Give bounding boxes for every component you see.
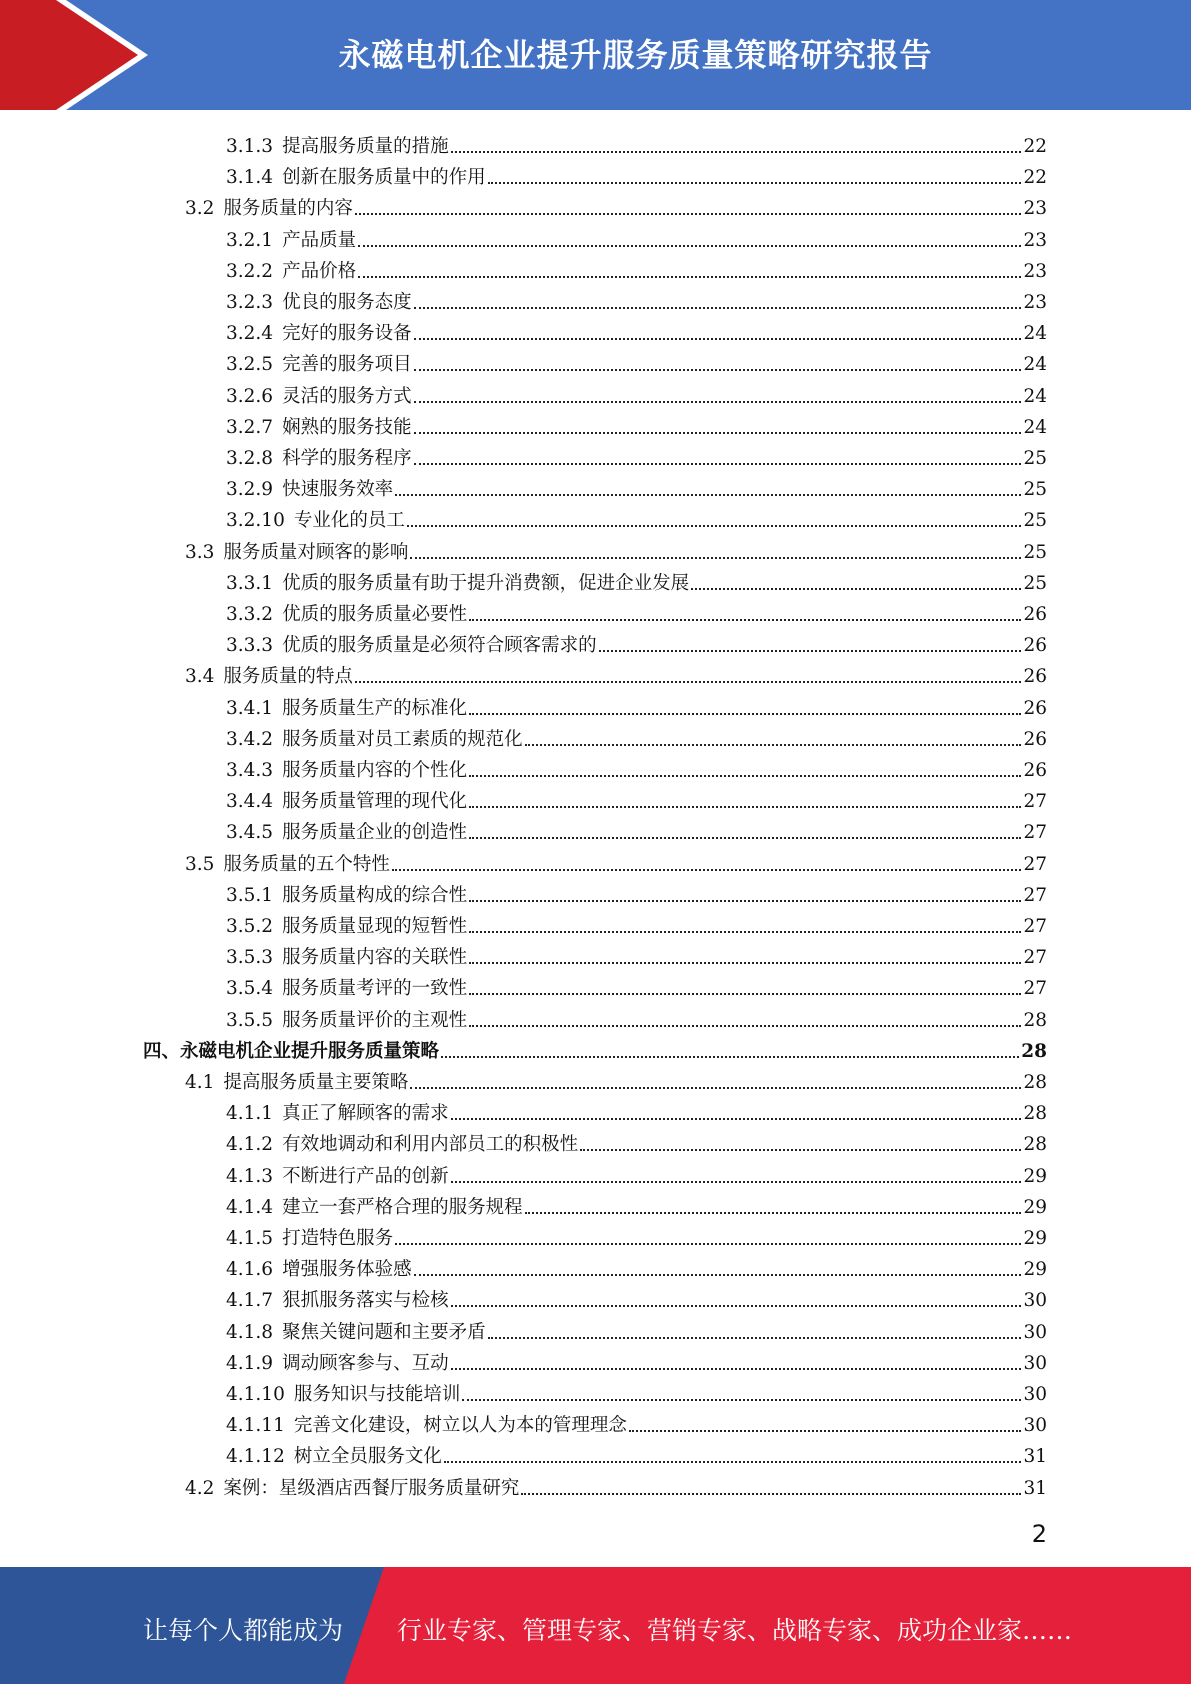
toc-entry[interactable]	[226, 470, 1047, 501]
toc-entry-number: 4.1.7	[226, 1290, 274, 1312]
toc-entry-title: 四、永磁电机企业提升服务质量策略	[143, 1040, 440, 1062]
toc-entry-title: 增强服务体验感	[282, 1259, 412, 1281]
toc-entry-number: 4.1.1	[226, 1103, 274, 1125]
toc-dot-leader	[599, 650, 1022, 652]
toc-entry[interactable]	[226, 1094, 1047, 1125]
toc-entry[interactable]	[226, 1406, 1047, 1437]
toc-entry-page: 24	[1023, 323, 1047, 345]
toc-entry-number: 3.4.1	[226, 697, 274, 719]
toc-entry-title: 服务质量的五个特性	[223, 853, 390, 875]
toc-dot-leader	[469, 806, 1021, 808]
toc-entry-title: 打造特色服务	[282, 1228, 394, 1249]
toc-entry-page: 31	[1023, 1477, 1047, 1499]
toc-entry-title: 不断进行产品的创新	[282, 1165, 449, 1187]
toc-entry-page: 23	[1023, 198, 1047, 220]
toc-dot-leader	[414, 1274, 1022, 1276]
toc-dot-leader	[469, 837, 1021, 839]
toc-entry-page: 27	[1023, 916, 1047, 937]
toc-dot-leader	[451, 1305, 1022, 1307]
toc-entry-number: 4.1.4	[226, 1196, 274, 1218]
toc-entry-page: 26	[1023, 604, 1047, 625]
toc-dot-leader	[451, 151, 1022, 153]
toc-entry-title: 产品价格	[282, 260, 357, 282]
toc-entry[interactable]	[226, 782, 1047, 813]
toc-entry-title: 服务质量对顾客的影响	[223, 541, 409, 563]
toc-entry-page: 26	[1023, 697, 1047, 719]
toc-dot-leader	[355, 681, 1022, 683]
toc-entry-title: 灵活的服务方式	[282, 385, 412, 407]
toc-dot-leader	[488, 1337, 1022, 1339]
toc-dot-leader	[358, 245, 1021, 247]
toc-entry-title: 专业化的员工	[293, 510, 405, 532]
toc-entry-number: 4.2	[185, 1477, 215, 1499]
toc-dot-leader	[414, 401, 1022, 403]
toc-entry-page: 27	[1023, 791, 1047, 813]
toc-entry-number: 3.4.3	[226, 760, 274, 781]
toc-entry[interactable]	[226, 314, 1047, 345]
toc-entry-title: 聚焦关键问题和主要矛盾	[282, 1321, 486, 1343]
toc-entry[interactable]	[226, 1219, 1047, 1250]
toc-entry-title: 真正了解顾客的需求	[282, 1103, 449, 1125]
toc-entry-title: 服务质量内容的关联性	[282, 947, 468, 969]
toc-entry-title: 创新在服务质量中的作用	[282, 167, 486, 189]
toc-dot-leader	[462, 1399, 1021, 1401]
toc-entry-title: 优质的服务质量有助于提升消费额，促进企业发展	[282, 572, 690, 594]
toc-entry-title: 建立一套严格合理的服务规程	[282, 1196, 523, 1218]
toc-entry-title: 完好的服务设备	[282, 323, 412, 345]
toc-entry[interactable]	[226, 377, 1047, 408]
toc-dot-leader	[414, 369, 1022, 371]
toc-entry[interactable]	[226, 1313, 1047, 1344]
toc-entry-page: 27	[1023, 978, 1047, 1000]
toc-entry-number: 4.1.5	[226, 1228, 274, 1249]
toc-entry-title: 服务质量的内容	[223, 198, 353, 220]
page-number: 2	[1031, 1520, 1047, 1548]
toc-dot-leader	[629, 1430, 1022, 1432]
toc-entry-number: 3.2	[185, 198, 215, 220]
toc-entry[interactable]	[226, 907, 1047, 938]
toc-entry-page: 25	[1023, 448, 1047, 469]
toc-entry-page: 25	[1023, 479, 1047, 501]
toc-entry-page: 29	[1023, 1196, 1047, 1218]
toc-dot-leader	[407, 525, 1022, 527]
toc-entry[interactable]	[226, 1281, 1047, 1312]
toc-entry-number: 3.2.4	[226, 323, 274, 345]
toc-entry-number: 3.2.6	[226, 385, 274, 407]
toc-entry[interactable]	[226, 595, 1047, 626]
toc-entry-number: 3.2.1	[226, 229, 274, 251]
toc-entry-title: 案例：星级酒店西餐厅服务质量研究	[223, 1477, 520, 1499]
toc-entry-page: 23	[1023, 292, 1047, 313]
toc-entry[interactable]	[226, 969, 1047, 1000]
toc-entry-page: 30	[1023, 1352, 1047, 1374]
toc-dot-leader	[691, 588, 1021, 590]
toc-entry[interactable]	[226, 1125, 1047, 1156]
toc-entry-title: 调动顾客参与、互动	[282, 1352, 449, 1374]
toc-entry-title: 服务质量企业的创造性	[282, 822, 468, 844]
toc-entry-number: 3.4.2	[226, 728, 274, 750]
toc-entry-number: 3.3.2	[226, 604, 274, 625]
toc-entry-number: 3.5.4	[226, 978, 274, 1000]
toc-dot-leader	[469, 619, 1021, 621]
toc-entry[interactable]	[185, 1469, 1047, 1500]
toc-dot-leader	[441, 1056, 1019, 1058]
toc-entry-title: 优质的服务质量是必须符合顾客需求的	[282, 635, 597, 657]
toc-entry[interactable]	[226, 501, 1047, 532]
toc-entry[interactable]	[226, 876, 1047, 907]
toc-dot-leader	[488, 182, 1022, 184]
toc-dot-leader	[469, 713, 1021, 715]
toc-entry-number: 4.1.8	[226, 1321, 274, 1343]
toc-entry-title: 服务质量内容的个性化	[282, 760, 468, 781]
toc-entry[interactable]	[226, 283, 1047, 314]
toc-entry[interactable]	[226, 720, 1047, 751]
toc-dot-leader	[451, 1181, 1022, 1183]
toc-dot-leader	[410, 557, 1021, 559]
toc-entry-title: 狠抓服务落实与检核	[282, 1290, 449, 1312]
toc-entry-page: 30	[1023, 1321, 1047, 1343]
report-title: 永磁电机企业提升服务质量策略研究报告	[338, 36, 933, 74]
toc-entry-number: 4.1.6	[226, 1259, 274, 1281]
toc-entry-number: 3.2.8	[226, 448, 274, 469]
toc-entry-title: 科学的服务程序	[282, 448, 412, 469]
toc-entry-number: 3.1.3	[226, 136, 274, 157]
toc-entry-page: 27	[1023, 947, 1047, 969]
toc-entry-number: 4.1.2	[226, 1134, 274, 1156]
toc-entry[interactable]	[185, 657, 1047, 688]
toc-entry-page: 25	[1023, 572, 1047, 594]
toc-entry-page: 24	[1023, 416, 1047, 438]
toc-entry-number: 3.2.3	[226, 292, 274, 313]
toc-entry[interactable]	[226, 1250, 1047, 1281]
page-footer	[0, 1567, 1191, 1684]
toc-entry-number: 3.2.9	[226, 479, 274, 501]
toc-entry[interactable]	[226, 408, 1047, 439]
toc-entry-page: 26	[1023, 728, 1047, 750]
toc-entry[interactable]	[185, 189, 1047, 220]
toc-entry[interactable]	[226, 439, 1047, 470]
toc-entry[interactable]	[226, 158, 1047, 189]
toc-entry[interactable]	[226, 938, 1047, 969]
toc-entry-title: 树立全员服务文化	[293, 1446, 442, 1468]
toc-dot-leader	[358, 276, 1021, 278]
toc-entry-page: 27	[1023, 822, 1047, 844]
toc-entry-page: 23	[1023, 229, 1047, 251]
toc-dot-leader	[414, 463, 1022, 465]
toc-dot-leader	[451, 1368, 1022, 1370]
toc-entry-number: 3.2.5	[226, 354, 274, 376]
toc-entry-title: 服务质量对员工素质的规范化	[282, 728, 523, 750]
toc-entry-title: 快速服务效率	[282, 479, 394, 501]
toc-entry-title: 娴熟的服务技能	[282, 416, 412, 438]
toc-dot-leader	[469, 931, 1021, 933]
toc-entry-page: 27	[1023, 884, 1047, 906]
toc-dot-leader	[444, 1461, 1022, 1463]
toc-entry-number: 4.1.11	[226, 1415, 285, 1437]
toc-entry-number: 3.3	[185, 541, 215, 563]
toc-entry-title: 产品质量	[282, 229, 357, 251]
toc-dot-leader	[414, 432, 1022, 434]
toc-dot-leader	[392, 869, 1022, 871]
toc-entry-page: 30	[1023, 1415, 1047, 1437]
toc-dot-leader	[469, 900, 1021, 902]
toc-dot-leader	[525, 744, 1022, 746]
toc-dot-leader	[414, 338, 1022, 340]
toc-entry-title: 优良的服务态度	[282, 292, 412, 313]
toc-entry-page: 30	[1023, 1384, 1047, 1405]
toc-entry-page: 25	[1023, 510, 1047, 532]
toc-entry-page: 22	[1023, 136, 1047, 157]
toc-dot-leader	[469, 1025, 1021, 1027]
toc-entry[interactable]	[226, 1188, 1047, 1219]
toc-dot-leader	[395, 494, 1021, 496]
toc-entry[interactable]	[226, 127, 1047, 158]
toc-entry[interactable]	[226, 626, 1047, 657]
toc-entry-number: 4.1.10	[226, 1384, 285, 1405]
toc-entry-title: 服务质量生产的标准化	[282, 697, 468, 719]
toc-entry-number: 3.2.10	[226, 510, 285, 532]
toc-entry-number: 3.2.7	[226, 416, 274, 438]
toc-entry-page: 22	[1023, 167, 1047, 189]
toc-dot-leader	[395, 1243, 1021, 1245]
toc-entry-number: 4.1.3	[226, 1165, 274, 1187]
toc-entry-number: 3.2.2	[226, 260, 274, 282]
toc-entry-page: 24	[1023, 354, 1047, 376]
toc-dot-leader	[469, 775, 1021, 777]
toc-dot-leader	[451, 1118, 1022, 1120]
toc-entry-page: 26	[1023, 760, 1047, 781]
toc-entry-title: 完善的服务项目	[282, 354, 412, 376]
toc-entry-title: 完善文化建设，树立以人为本的管理理念	[293, 1415, 627, 1437]
toc-entry-number: 3.4.5	[226, 822, 274, 844]
toc-entry-number: 4.1	[185, 1072, 215, 1093]
toc-entry-title: 服务质量的特点	[223, 666, 353, 688]
toc-entry-page: 24	[1023, 385, 1047, 407]
toc-entry-title: 服务知识与技能培训	[293, 1384, 461, 1405]
toc-entry[interactable]	[226, 564, 1047, 595]
toc-entry[interactable]	[226, 1344, 1047, 1375]
toc-entry[interactable]	[185, 1063, 1047, 1094]
toc-entry-title: 有效地调动和利用内部员工的积极性	[282, 1134, 579, 1156]
toc-dot-leader	[469, 962, 1021, 964]
toc-entry[interactable]	[185, 533, 1047, 564]
toc-entry-page: 25	[1023, 541, 1047, 563]
toc-entry-page: 27	[1023, 853, 1047, 875]
toc-entry-page: 29	[1023, 1165, 1047, 1187]
toc-entry[interactable]	[226, 689, 1047, 720]
toc-entry[interactable]	[226, 751, 1047, 782]
toc-entry[interactable]	[226, 221, 1047, 252]
toc-entry[interactable]	[226, 1375, 1047, 1406]
toc-entry-page: 28	[1023, 1009, 1047, 1031]
footer-slogan-right: 行业专家、管理专家、营销专家、战略专家、成功企业家……	[397, 1616, 1073, 1645]
toc-entry-page: 29	[1023, 1228, 1047, 1249]
toc-entry-number: 3.4.4	[226, 791, 274, 813]
toc-entry-number: 4.1.9	[226, 1352, 274, 1374]
toc-entry-number: 3.3.1	[226, 572, 274, 594]
toc-entry-page: 26	[1023, 635, 1047, 657]
toc-entry[interactable]	[226, 252, 1047, 283]
toc-entry-page: 29	[1023, 1259, 1047, 1281]
toc-dot-leader	[469, 993, 1021, 995]
toc-entry-number: 3.5.5	[226, 1009, 274, 1031]
toc-dot-leader	[414, 307, 1022, 309]
toc-entry-page: 28	[1023, 1103, 1047, 1125]
toc-dot-leader	[355, 213, 1022, 215]
toc-entry-title: 服务质量考评的一致性	[282, 978, 468, 1000]
toc-entry-page: 28	[1021, 1040, 1047, 1062]
toc-entry-page: 28	[1023, 1134, 1047, 1156]
toc-entry-number: 4.1.12	[226, 1446, 285, 1468]
toc-entry-title: 服务质量显现的短暂性	[282, 916, 468, 937]
toc-dot-leader	[525, 1212, 1022, 1214]
toc-entry-number: 3.5.3	[226, 947, 274, 969]
footer-slogan-left: 让每个人都能成为	[143, 1616, 344, 1645]
toc-entry-title: 提高服务质量主要策略	[223, 1072, 409, 1093]
toc-entry-page: 30	[1023, 1290, 1047, 1312]
toc-entry[interactable]	[143, 1032, 1047, 1063]
toc-entry-title: 服务质量评价的主观性	[282, 1009, 468, 1031]
toc-dot-leader	[521, 1493, 1021, 1495]
toc-entry[interactable]	[226, 1001, 1047, 1032]
toc-entry[interactable]	[226, 345, 1047, 376]
toc-entry-page: 28	[1023, 1072, 1047, 1093]
toc-entry-title: 优质的服务质量必要性	[282, 604, 468, 625]
toc-entry[interactable]	[226, 1437, 1047, 1468]
toc-entry[interactable]	[226, 813, 1047, 844]
toc-entry-page: 31	[1023, 1446, 1047, 1468]
toc-entry-title: 服务质量构成的综合性	[282, 884, 468, 906]
toc-entry[interactable]	[185, 845, 1047, 876]
toc-entry-page: 26	[1023, 666, 1047, 688]
toc-entry-number: 3.3.3	[226, 635, 274, 657]
toc-entry-title: 提高服务质量的措施	[282, 136, 449, 157]
toc-entry-number: 3.4	[185, 666, 215, 688]
toc-dot-leader	[580, 1149, 1021, 1151]
toc-entry-number: 3.5.1	[226, 884, 274, 906]
toc-dot-leader	[410, 1087, 1021, 1089]
toc-entry-number: 3.5	[185, 853, 215, 875]
toc-entry-number: 3.5.2	[226, 916, 274, 937]
toc-entry[interactable]	[226, 1157, 1047, 1188]
toc-entry-number: 3.1.4	[226, 167, 274, 189]
toc-entry-page: 23	[1023, 260, 1047, 282]
toc-entry-title: 服务质量管理的现代化	[282, 791, 468, 813]
page-header	[0, 0, 1191, 110]
